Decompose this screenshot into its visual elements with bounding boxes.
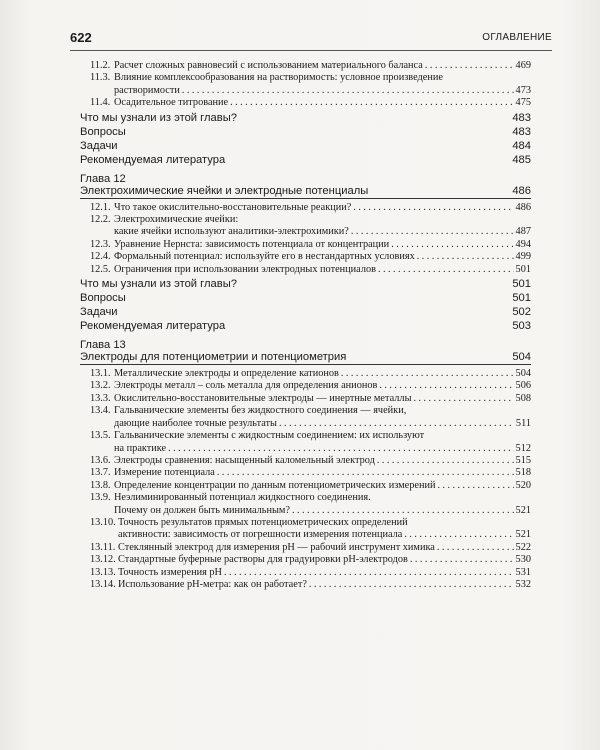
entry-line-last — [118, 579, 531, 591]
entry-number: 13.14. — [90, 578, 116, 590]
entry-page: 473 — [515, 84, 531, 96]
section-label: Рекомендуемая литература — [80, 153, 226, 166]
entry-page: 508 — [515, 392, 531, 404]
section-label: Рекомендуемая литература — [80, 320, 226, 333]
entry-text — [80, 214, 531, 239]
dot-leader — [279, 418, 514, 430]
toc-entry — [80, 60, 531, 72]
entry-text — [80, 467, 531, 479]
section-entry — [80, 154, 531, 166]
dot-leader — [417, 251, 514, 263]
toc-entry — [80, 202, 531, 214]
toc-entry — [80, 393, 531, 405]
toc-entry — [80, 251, 531, 263]
entry-number: 13.10. — [90, 516, 116, 528]
entry-line-last — [114, 85, 531, 97]
toc-entry — [80, 405, 531, 430]
entry-line: Точность результатов прямых потенциометрических определений — [118, 516, 408, 528]
entry-line: Электроды сравнения: насыщенный каломельный электрод — [114, 454, 375, 466]
entry-line-last — [114, 505, 531, 517]
entry-line: Неэлиминированный потенциал жидкостного соединения. — [114, 492, 371, 504]
entry-page: 520 — [515, 479, 531, 491]
entry-page: 475 — [515, 97, 531, 109]
toc-entry — [80, 492, 531, 517]
entry-line-last — [114, 226, 531, 238]
entry-line: Стеклянный электрод для измерения pH — рабочий инструмент химика — [118, 541, 435, 553]
running-header: ОГЛАВЛЕНИЕ — [482, 32, 552, 43]
section-page: 501 — [512, 292, 531, 305]
toc-entry — [80, 542, 531, 554]
entry-page: 504 — [515, 368, 531, 380]
entry-page: 512 — [515, 442, 531, 454]
section-label: Вопросы — [80, 125, 126, 138]
entry-line-last — [114, 393, 531, 405]
entry-number: 13.12. — [90, 554, 116, 566]
entry-line-last — [114, 60, 531, 72]
section-entry — [80, 320, 531, 332]
entry-page: 522 — [515, 541, 531, 553]
entry-line-last — [114, 467, 531, 479]
entry-line: на практике — [114, 442, 167, 454]
entry-number: 12.5. — [90, 263, 111, 275]
entry-number: 13.13. — [90, 566, 116, 578]
dot-leader — [404, 529, 513, 541]
entry-line: Что такое окислительно-восстановительные реакции? — [114, 201, 352, 213]
toc-entry — [80, 430, 531, 455]
section-page: 485 — [512, 153, 531, 166]
toc-entry — [80, 480, 531, 492]
entry-text — [80, 97, 531, 109]
toc-entry — [80, 214, 531, 239]
section-page: 484 — [512, 139, 531, 152]
entry-line-last — [114, 455, 531, 467]
dot-leader — [378, 264, 514, 276]
section-entry — [80, 140, 531, 152]
entry-number: 13.9. — [90, 492, 111, 504]
chapter-page: 504 — [512, 351, 531, 364]
entry-line-last — [114, 418, 531, 430]
entry-page: 487 — [515, 226, 531, 238]
entry-line: Ограничения при использовании электродных потенциалов — [114, 263, 376, 275]
dot-leader — [425, 60, 514, 72]
entry-line: Расчет сложных равновесий с использованием материального баланса — [114, 60, 423, 71]
dot-leader — [168, 443, 513, 455]
dot-leader — [353, 202, 513, 214]
entry-line: Электроды металл – соль металла для определения анионов — [114, 380, 378, 392]
section-page: 483 — [512, 125, 531, 138]
dot-leader — [377, 455, 514, 467]
section-entry — [80, 126, 531, 138]
entry-line-last — [118, 529, 531, 541]
section-entry — [80, 278, 531, 290]
dot-leader — [230, 97, 513, 109]
chapter-label: Глава 13 — [80, 339, 126, 352]
entry-text — [80, 264, 531, 276]
section-label: Что мы узнали из этой главы? — [80, 111, 237, 124]
toc-entry — [80, 567, 531, 579]
entry-page: 521 — [515, 529, 531, 541]
entry-line-last — [118, 542, 531, 554]
entry-line-last — [114, 443, 531, 455]
toc-entry — [80, 579, 531, 591]
entry-number: 12.1. — [90, 201, 111, 213]
dot-leader — [438, 480, 514, 492]
entry-line-last — [114, 202, 531, 214]
entry-text — [80, 239, 531, 251]
entry-text — [80, 60, 531, 72]
table-of-contents — [80, 60, 531, 591]
entry-line: Использование pH-метра: как он работает? — [118, 578, 307, 590]
entry-page: 530 — [515, 554, 531, 566]
entry-line: Электрохимические ячейки: — [114, 214, 239, 226]
entry-line: Осадительное титрование — [114, 97, 229, 109]
entry-text — [80, 455, 531, 467]
entry-line: Гальванические элементы с жидкостным соединением: их используют — [114, 430, 425, 442]
entry-line: Определение концентрации по данным потенциометрических измерений — [114, 479, 436, 491]
toc-entry — [80, 72, 531, 97]
toc-entry — [80, 380, 531, 392]
toc-entry — [80, 97, 531, 109]
section-label: Что мы узнали из этой главы? — [80, 278, 237, 291]
toc-entry — [80, 455, 531, 467]
dot-leader — [351, 226, 514, 238]
entry-number: 11.2. — [90, 60, 111, 71]
entry-page: 531 — [515, 566, 531, 578]
entry-line: Гальванические элементы без жидкостного соединения — ячейки, — [114, 405, 407, 417]
entry-text — [80, 492, 531, 517]
entry-line: Окислительно-восстановительные электроды — инертные металлы — [114, 392, 412, 404]
dot-leader — [309, 579, 514, 591]
entry-line: Почему он должен быть минимальным? — [114, 504, 290, 516]
entry-number: 13.4. — [90, 405, 111, 417]
entry-page: 521 — [515, 504, 531, 516]
entry-text — [80, 480, 531, 492]
entry-line-last — [114, 239, 531, 251]
entry-text — [80, 368, 531, 380]
chapter-page: 486 — [512, 184, 531, 197]
entry-text — [80, 72, 531, 97]
entry-text — [80, 202, 531, 214]
entry-number: 11.4. — [90, 97, 111, 109]
entry-line-last — [114, 480, 531, 492]
entry-text — [80, 393, 531, 405]
entry-page: 499 — [515, 251, 531, 263]
entry-line: Металлические электроды и определение катионов — [114, 368, 339, 380]
entry-text — [80, 567, 531, 579]
dot-leader — [391, 239, 513, 251]
section-label: Задачи — [80, 139, 118, 152]
entry-line: Формальный потенциал: используйте его в нестандартных условиях — [114, 251, 415, 263]
chapter-title: Электроды для потенциометрии и потенциометрия — [80, 351, 347, 364]
section-label: Задачи — [80, 306, 118, 319]
dot-leader — [224, 567, 514, 579]
entry-text — [80, 542, 531, 554]
entry-line: Точность измерения pH — [118, 566, 222, 578]
entry-page: 501 — [515, 263, 531, 275]
entry-line: Стандартные буферные растворы для градуировки pH-электродов — [118, 554, 408, 566]
section-entry — [80, 306, 531, 318]
entry-line-last — [114, 264, 531, 276]
section-page: 501 — [512, 278, 531, 291]
dot-leader — [410, 554, 514, 566]
entry-line: растворимости — [114, 84, 180, 96]
entry-page: 486 — [515, 201, 531, 213]
entry-line: Измерение потенциала — [114, 467, 215, 479]
section-label: Вопросы — [80, 292, 126, 305]
dot-leader — [379, 380, 513, 392]
chapter-label: Глава 12 — [80, 172, 126, 185]
entry-text — [80, 430, 531, 455]
entry-page: 518 — [515, 467, 531, 479]
dot-leader — [217, 467, 514, 479]
entry-text — [80, 405, 531, 430]
entry-number: 12.2. — [90, 214, 111, 226]
section-page: 503 — [512, 320, 531, 333]
entry-number: 11.3. — [90, 72, 111, 84]
toc-entry — [80, 239, 531, 251]
entry-line-last — [114, 251, 531, 263]
dot-leader — [413, 393, 513, 405]
chapter-title-row — [80, 351, 531, 365]
header-rule — [70, 50, 552, 51]
toc-entry — [80, 368, 531, 380]
entry-number: 13.2. — [90, 380, 111, 392]
entry-text — [80, 380, 531, 392]
entry-line-last — [118, 554, 531, 566]
section-entry — [80, 292, 531, 304]
entry-number: 13.6. — [90, 454, 111, 466]
toc-entry — [80, 517, 531, 542]
dot-leader — [182, 85, 514, 97]
entry-line: какие ячейки используют аналитики-электрохимики? — [114, 226, 349, 238]
chapter-title: Электрохимические ячейки и электродные потенциалы — [80, 184, 369, 197]
entry-page: 469 — [515, 60, 531, 71]
entry-number: 13.5. — [90, 430, 111, 442]
entry-line: Уравнение Нернста: зависимость потенциала от концентрации — [114, 238, 390, 250]
section-page: 502 — [512, 306, 531, 319]
entry-number: 13.8. — [90, 479, 111, 491]
entry-line: дающие наиболее точные результаты — [114, 417, 277, 429]
toc-entry — [80, 264, 531, 276]
entry-text — [80, 554, 531, 566]
entry-line-last — [114, 368, 531, 380]
entry-page: 494 — [515, 238, 531, 250]
entry-number: 13.1. — [90, 368, 111, 380]
entry-page: 506 — [515, 380, 531, 392]
page-number: 622 — [70, 30, 92, 45]
section-page: 483 — [512, 111, 531, 124]
entry-line: Влияние комплексообразования на растворимость: условное произведение — [114, 72, 443, 84]
entry-page: 515 — [515, 454, 531, 466]
entry-page: 511 — [515, 417, 531, 429]
toc-entry — [80, 467, 531, 479]
dot-leader — [437, 542, 514, 554]
dot-leader — [341, 368, 514, 380]
chapter-title-row — [80, 185, 531, 199]
entry-number: 13.11. — [90, 541, 116, 553]
toc-entry — [80, 554, 531, 566]
entry-line: активности: зависимость от погрешности измерения потенциала — [118, 529, 403, 541]
dot-leader — [292, 505, 514, 517]
entry-number: 12.3. — [90, 238, 111, 250]
entry-line-last — [114, 380, 531, 392]
entry-number: 13.7. — [90, 467, 111, 479]
entry-text — [80, 579, 531, 591]
entry-text — [80, 517, 531, 542]
entry-text — [80, 251, 531, 263]
entry-line-last — [118, 567, 531, 579]
section-entry — [80, 112, 531, 124]
entry-line-last — [114, 97, 531, 109]
entry-number: 13.3. — [90, 392, 111, 404]
entry-page: 532 — [515, 578, 531, 590]
entry-number: 12.4. — [90, 251, 111, 263]
